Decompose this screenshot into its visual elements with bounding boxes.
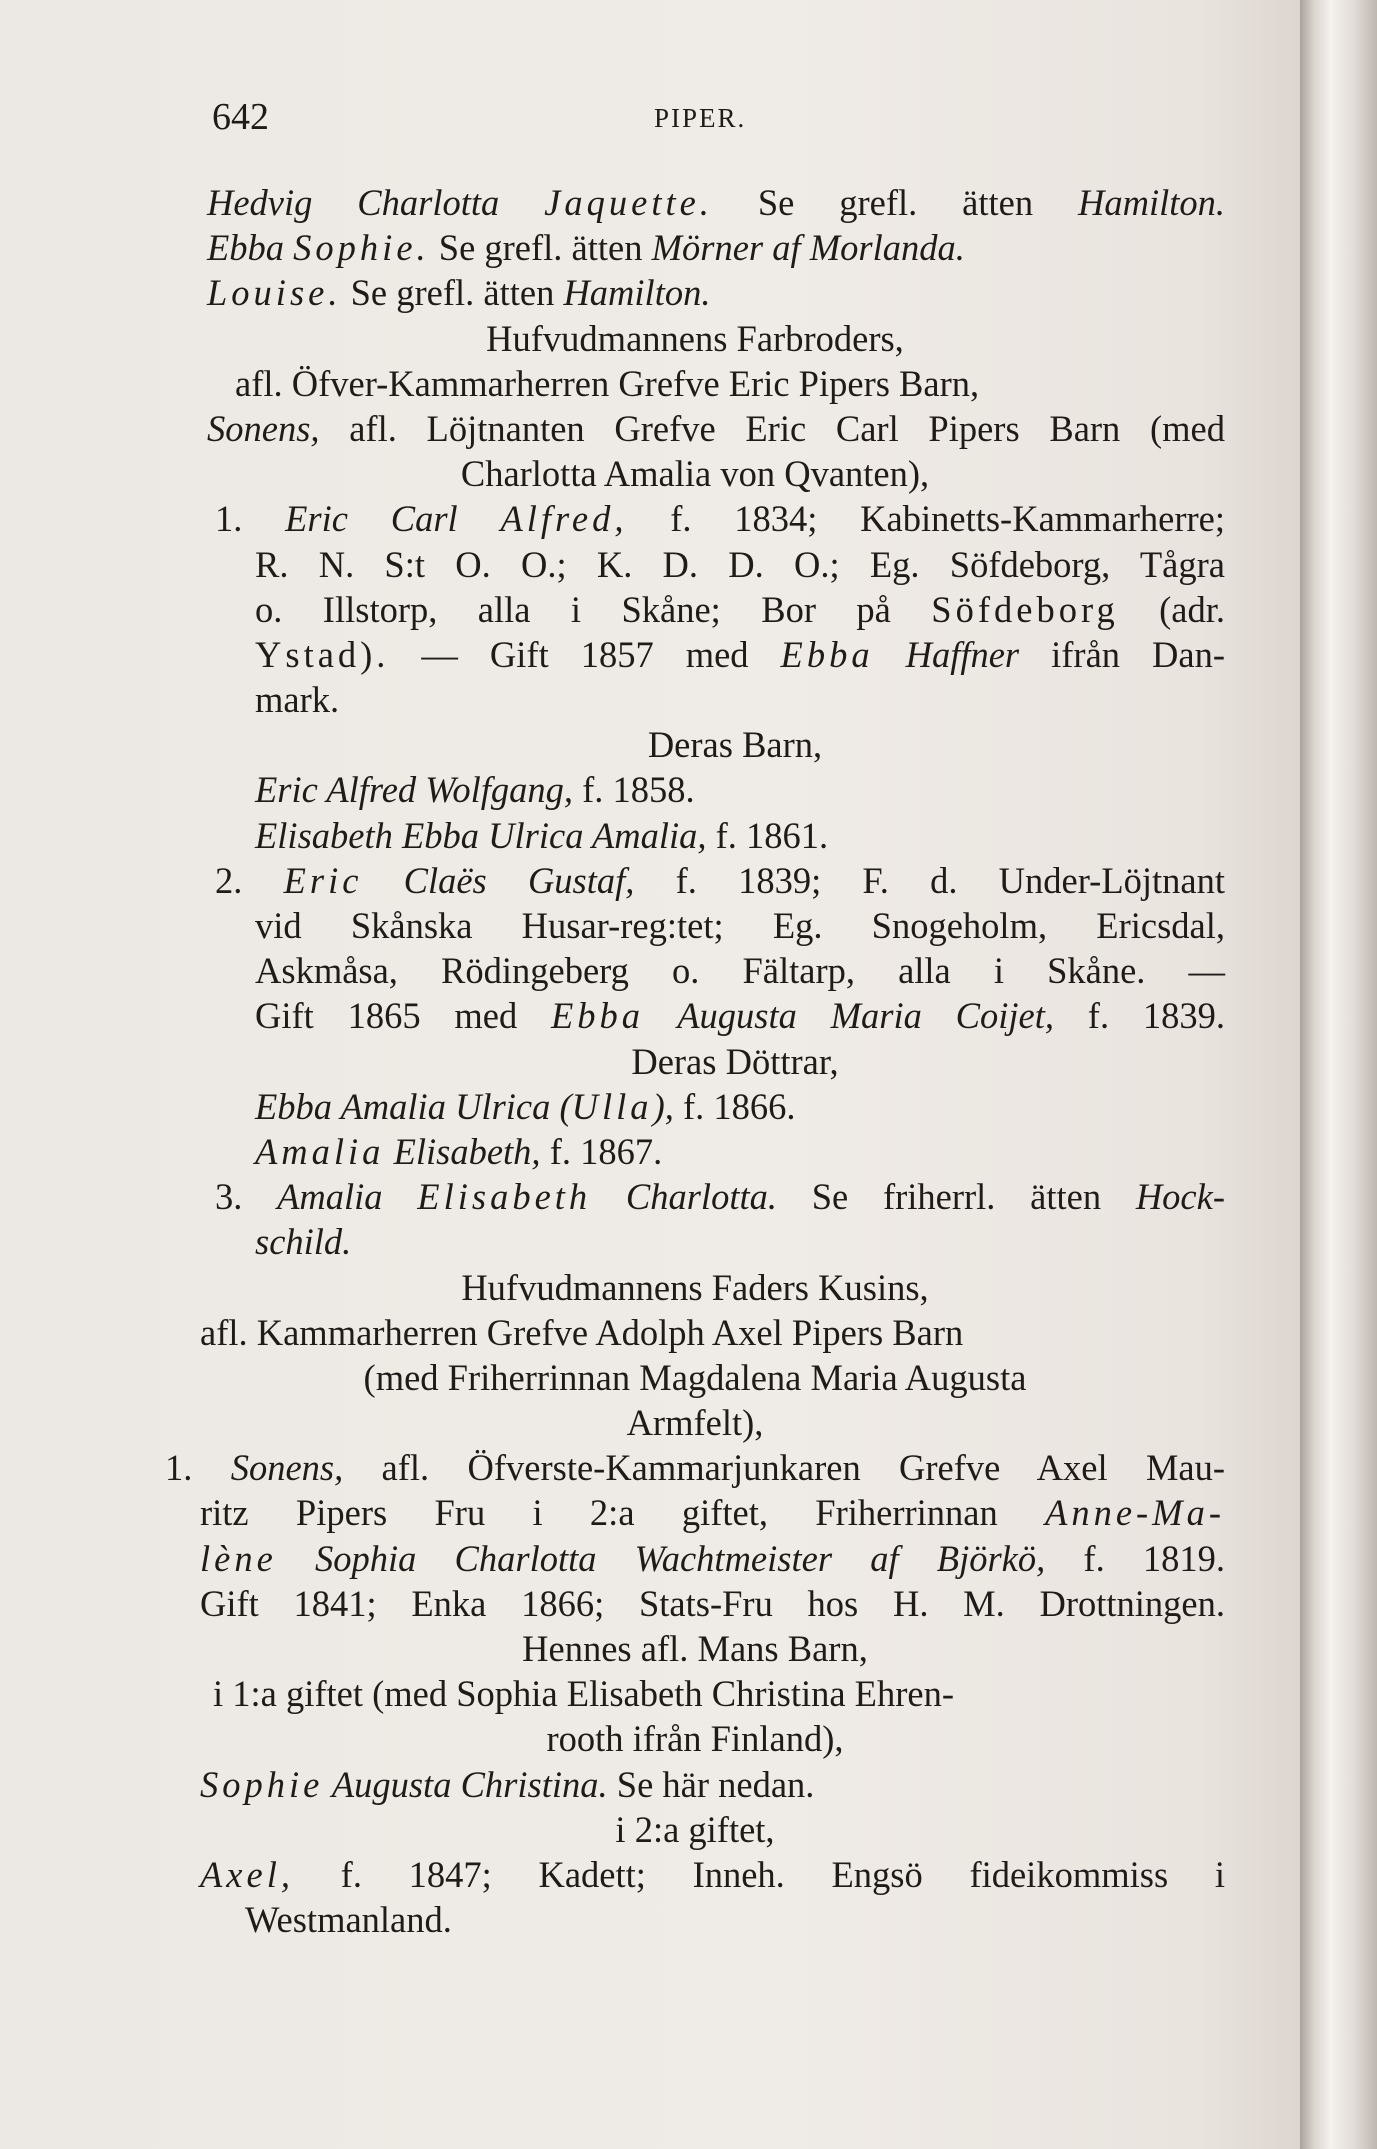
page-number: 642 — [212, 96, 269, 138]
text-line: Ystad). — Gift 1857 med Ebba Haffner ifrån Dan- — [255, 633, 1225, 675]
text-line: R. N. S:t O. O.; K. D. D. O.; Eg. Söfdeborg, Tågra — [255, 543, 1225, 585]
text-line: Sonens, afl. Löjtnanten Grefve Eric Carl Pipers Barn (med — [207, 407, 1225, 449]
text-line: afl. Öfver-Kammarherren Grefve Eric Pipers Barn, — [235, 362, 980, 404]
running-head: PIPER. — [654, 103, 747, 133]
page-header — [0, 95, 1300, 145]
text-line: i 2:a giftet, — [615, 1808, 775, 1850]
text-line: 2. Eric Claës Gustaf, f. 1839; F. d. Under-Löjtnant — [215, 859, 1225, 901]
text-line: Deras Döttrar, — [631, 1040, 839, 1082]
text-line: ritz Pipers Fru i 2:a giftet, Friherrinnan Anne-Ma- — [200, 1492, 1225, 1534]
text-line: Eric Alfred Wolfgang, f. 1858. — [255, 769, 695, 811]
text-body — [165, 180, 1225, 1942]
text-line: schild. — [255, 1221, 352, 1263]
text-line: Amalia Elisabeth, f. 1867. — [255, 1130, 663, 1172]
text-line: Louise. Se grefl. ätten Hamilton. — [207, 272, 711, 314]
text-line: Gift 1841; Enka 1866; Stats-Fru hos H. M. Drottningen. — [200, 1582, 1225, 1624]
text-line: vid Skånska Husar-reg:tet; Eg. Snogeholm, Ericsdal, — [255, 905, 1225, 946]
text-line: Sophie Augusta Christina. Se här nedan. — [200, 1763, 815, 1805]
text-line: Ebba Amalia Ulrica (Ulla), f. 1866. — [255, 1085, 796, 1127]
text-line: Axel, f. 1847; Kadett; Inneh. Engsö fideikommiss i — [200, 1853, 1225, 1895]
text-line: Hufvudmannens Faders Kusins, — [461, 1266, 929, 1308]
book-gutter — [1300, 0, 1377, 2149]
text-line: i 1:a giftet (med Sophia Elisabeth Christina Ehren- — [213, 1673, 954, 1715]
text-line: rooth ifrån Finland), — [546, 1718, 844, 1760]
text-line: Askmåsa, Rödingeberg o. Fältarp, alla i Skåne. — — [255, 950, 1225, 992]
text-line: 1. Eric Carl Alfred, f. 1834; Kabinetts-Kammarherre; — [215, 498, 1226, 540]
text-line: 1. Sonens, afl. Öfverste-Kammarjunkaren Grefve Axel Mau- — [165, 1447, 1225, 1489]
text-line: Hennes afl. Mans Barn, — [522, 1628, 868, 1669]
text-line: Charlotta Amalia von Qvanten), — [460, 453, 930, 495]
text-line: lène Sophia Charlotta Wachtmeister af Björkö, f. 1819. — [200, 1537, 1225, 1579]
text-line: Ebba Sophie. Se grefl. ätten Mörner af Morlanda. — [207, 227, 965, 269]
text-line: Westmanland. — [245, 1899, 452, 1941]
text-line: Hufvudmannens Farbroders, — [486, 317, 904, 359]
text-line: mark. — [255, 679, 340, 721]
text-line: Gift 1865 med Ebba Augusta Maria Coijet, f. 1839. — [255, 995, 1226, 1037]
text-line: afl. Kammarherren Grefve Adolph Axel Pipers Barn — [200, 1311, 964, 1353]
text-line: Deras Barn, — [647, 724, 823, 766]
text-line: Hedvig Charlotta Jaquette. Se grefl. ätten Hamilton. — [207, 182, 1226, 223]
text-line: 3. Amalia Elisabeth Charlotta. Se friherrl. ätten Hock- — [215, 1176, 1225, 1218]
text-line: o. Illstorp, alla i Skåne; Bor på Söfdeborg (adr. — [255, 588, 1225, 630]
text-line: (med Friherrinnan Magdalena Maria Augusta — [363, 1356, 1027, 1398]
text-line: Elisabeth Ebba Ulrica Amalia, f. 1861. — [255, 814, 829, 856]
text-line: Armfelt), — [626, 1402, 764, 1444]
